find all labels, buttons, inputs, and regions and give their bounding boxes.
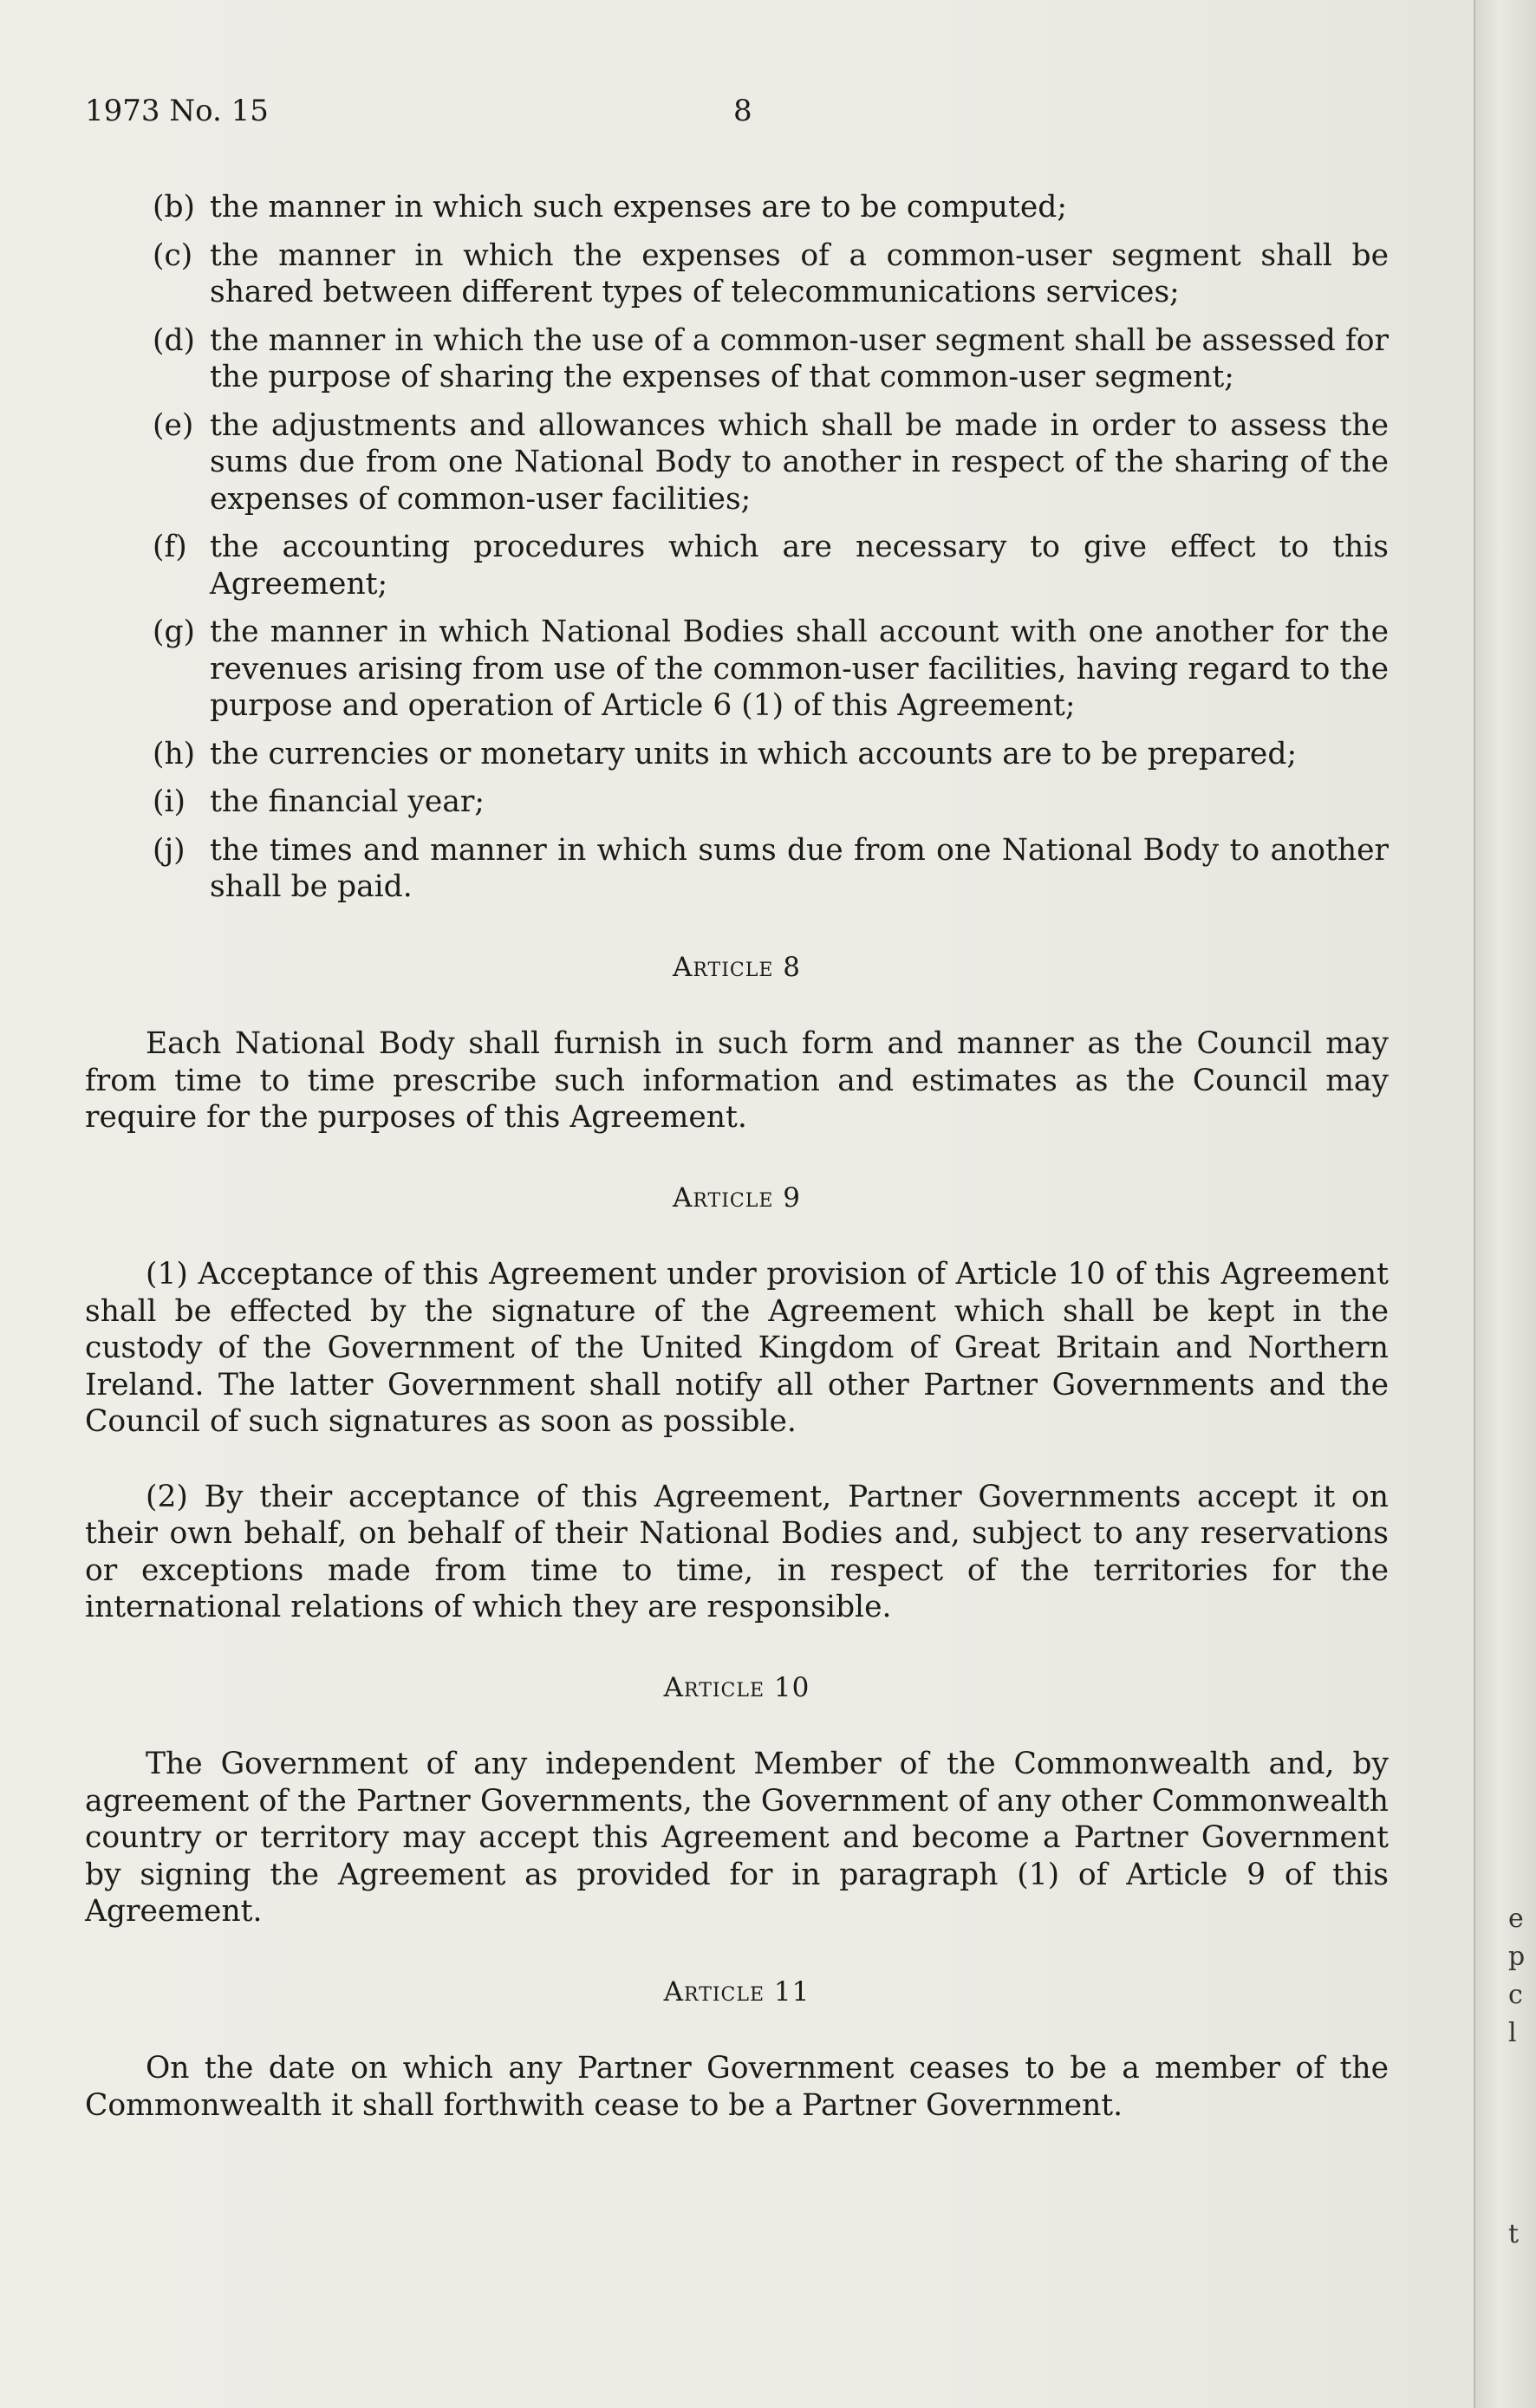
list-item — [85, 784, 1389, 821]
article-10-heading: Article 10 — [663, 1671, 810, 1703]
article-11-text: On the date on which any Partner Government ceases to be a member of the Commonwealth it shall forthwith cease to be a Partner Government. — [85, 2051, 1389, 2123]
list-item-label: (g) — [153, 615, 196, 649]
list-item-label: (e) — [153, 407, 194, 443]
article-8-heading: Article 8 — [672, 951, 801, 983]
article-8-text: Each National Body shall furnish in such form and manner as the Council may from time to time prescribe such information and estimates as the Council may require for the purposes of this Agreement. — [85, 1026, 1389, 1135]
list-item-text: the adjustments and allowances which shall be made in order to assess the sums due from one National Body to another in respect of the sharing of the expenses of common-user facilities; — [210, 407, 1389, 517]
list-item — [85, 614, 1389, 725]
list-item-text: the manner in which such expenses are to be computed; — [210, 190, 1068, 225]
list-item — [85, 736, 1389, 773]
article-11-heading: Article 11 — [663, 1975, 810, 2008]
list-item-label: (b) — [153, 190, 196, 225]
list-item-label: (d) — [153, 322, 196, 358]
list-item-text: the manner in which the expenses of a common-user segment shall be shared between different types of telecommunications services; — [210, 238, 1389, 309]
edge-letter: l — [1508, 2018, 1517, 2048]
list-item — [85, 529, 1389, 602]
list-item-label: (f) — [153, 530, 187, 564]
list-item — [85, 832, 1389, 906]
article-9-heading: Article 9 — [672, 1181, 801, 1214]
list-item-label: (c) — [153, 238, 193, 273]
list-item-text: the times and manner in which sums due from one National Body to another shall be paid. — [210, 832, 1389, 904]
header-page-number: 8 — [733, 94, 752, 128]
list-item-text: the manner in which National Bodies shall account with one another for the revenues arising from use of the common-user facilities, having regard to the purpose and operation of Article 6 (1) of this Agreement; — [210, 615, 1389, 723]
edge-letter: c — [1508, 1980, 1523, 2010]
list-item-text: the financial year; — [210, 784, 485, 819]
book-binding-edge — [1474, 0, 1536, 2408]
article-9-paragraph-2: (2) By their acceptance of this Agreement, Partner Governments accept it on their own behalf, on behalf of their National Bodies and, subject to any reservations or exceptions made from time to time, in respect of the territories for the international relations of which they are responsible. — [85, 1479, 1389, 1624]
list-item — [85, 238, 1389, 311]
list-item-label: (h) — [153, 736, 196, 771]
edge-letter: t — [1508, 2219, 1520, 2249]
list-item — [85, 189, 1389, 226]
article-9-paragraph-1: (1) Acceptance of this Agreement under provision of Article 10 of this Agreement shall be effected by the signature of the Agreement which shall be kept in the custody of the Government of the United Kingdom of Great Britain and Northern Ireland. The latter Government shall notify all other Partner Governments and the Council of such signatures as soon as possible. — [85, 1257, 1389, 1439]
article-7-subparagraph-list — [85, 189, 1389, 906]
article-10-text: The Government of any independent Member of the Commonwealth and, by agreement of the Partner Governments, the Government of any other Commonwealth country or territory may accept this Agreement and become a Partner Government by signing the Agreement as provided for in paragraph (1) of Article 9 of this Agreement. — [85, 1747, 1389, 1929]
list-item-text: the manner in which the use of a common-user segment shall be assessed for the purpose of sharing the expenses of that common-user segment; — [210, 322, 1389, 394]
list-item-label: (i) — [153, 784, 185, 819]
document-body — [85, 189, 1389, 2162]
list-item-label: (j) — [153, 832, 185, 868]
list-item-text: the accounting procedures which are necessary to give effect to this Agreement; — [210, 530, 1389, 602]
edge-letter: e — [1508, 1904, 1524, 1934]
header-statute-reference: 1973 No. 15 — [85, 94, 269, 128]
list-item — [85, 322, 1389, 396]
edge-letter: p — [1508, 1942, 1526, 1972]
list-item-text: the currencies or monetary units in which accounts are to be prepared; — [210, 736, 1298, 771]
list-item — [85, 407, 1389, 518]
